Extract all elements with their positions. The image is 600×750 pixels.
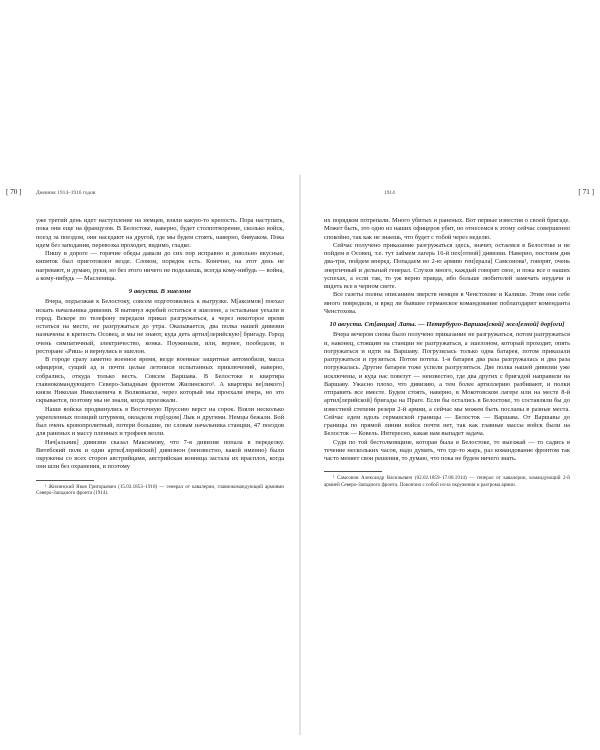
left-page-body — [36, 217, 284, 496]
left-paragraph: Нач[альник] дивизии сказал Максимову, что 7-я дивизия попала в переделку. Витебский полк и один артил[лерийский] дивизион (неизвестно, какой именно) были окружены со всех сторон австрийцами, австрийская конница застала их врасплох, когда они шли без охранения, и поэтому — [36, 438, 284, 471]
right-paragraph: их порядком потрепали. Много убитых и раненых. Вот первые известия о своей бригаде. Может быть, это одно из наших офицеров убит, но отнесемся к этому сейчас совершенно спокойно, так как не знаешь, что будет с тобой через неделю. — [324, 217, 570, 241]
left-footnote: ¹ Жилинский Яков Григорьевич (15.03.1853–1918) — генерал от кавалерии, главнокомандующий армиями Северо-Западного фронта (1914). — [36, 483, 284, 496]
left-page — [6, 188, 300, 496]
right-paragraph: Все газеты полны описанием зверств немцев в Ченстохове и Калише. Этим они себе много повредили, и вряд ли бывшее германское командование поблагодарит коменданта Ченстохова. — [324, 291, 570, 315]
left-paragraph: Вчера, подъезжая к Белостоку, совсем подготовились к выгрузке. М[аксимов] поехал искать начальника дивизии. Я вытянул жребий остаться в эшелоне, а остальные уехали в город. Вскоре по телефону передали приказ разгружаться, а через некоторое время остаться на месте, не разгружаться до утра. Оказывается, два полка нашей дивизии назначены в крепость Осовец, и мы не знают, куда деть артил[лерийскую] бригаду. Город очень симпатичный, электричество, конка. Поужинали, или, вернее, пообедали, в ресторане «Риш» и вернулись в эшелон. — [36, 298, 284, 355]
left-paragraph: Наши войска продвинулись в Восточную Пруссию верст на сорок. Взяли несколько укрепленных позиций штурмом, овладели гор[одом] Лык и другими. Немцы бежали. Бой был очень кровопролитный, потери большие, по словам начальника станции, 47 поездов для раненых и массу пленных и трофеев везли. — [36, 405, 284, 438]
left-running-head: Дневник 1914–1916 годов — [36, 190, 96, 196]
left-footnote-rule — [36, 480, 94, 481]
left-entry-heading: 9 августа. В эшелоне — [128, 288, 192, 295]
right-entry-heading: 10 августа. Ст[анция] Лапы. — Петербурго-Варшав[ской] жел[езной] дор[оги] — [329, 321, 565, 328]
right-paragraph: Сейчас получено приказание разгружаться здесь, значит, остаемся в Белостоке и не пойдем в Осовец, т.е. тут займем лагерь 16-й пех[отной] дивизии. Наверно, постоим дня два-три, пойдем вперед. Попадаем во 2-ю армию ген[ерала] Самсонова¹, говорят, очень энергичный и дельный генерал. Слухов много, каждый говорит свое, и пока все о наших успехах, а если так, то уж верно правда, ибо больше любителей замечать неудачи и видеть все в черном свете. — [324, 241, 570, 290]
book-gutter — [299, 175, 301, 735]
right-page — [300, 188, 594, 488]
left-paragraph: В городе сразу заметно военное время, везде военные защитные автомобили, масса офицеров, сущий ад и почти целые летописи испытанных приключений, наверно, собрались, откуда только весть. Совсем Варшава. В Белостоке и квартира главнокомандующего Северо-Западным фронтом Жилинского¹. А квартира ве[ликого] князя Николая Николаевича в Волковыске, через который мы проехали вчера, но это скрывается, поэтому мы не знали, когда проезжали. — [36, 356, 284, 405]
right-page-header — [300, 188, 594, 200]
right-paragraph: Вчера вечером снова было получено приказание не разгружаться, потом разгружаться и, наконец, стоящим на станции не разгружаться, а эшелоном, который проходит, опять погружаться и идти на Варшаву. Погрузилась только одна батарея, потом приказали разгружаться и грузиться. Потом потеха. 1-я батарея два раза разгружалась и два раза погружалась. Другие батареи тоже успели разгрузиться. Две полка нашей дивизии уже исключены, и куда нас повезут — неизвестно, где два других с бригадой направили на Варшаву. Ужасно плохо, что дивизию, а тем более артиллерию разбивают, и полки отправить все вместе. Будем стоять, наверно, в Мокотовском лагере или на месте 8-й артил[лерийской] бригады на Праге. Если бы остались в Белостоке, то составляли бы до известной степени резерв 2-й армии, а сейчас мы можем быть посланы в разные места. Сейчас едем вдоль германской границы — Белосток — Варшава. От Варшавы до границы по прямой линии войск почти нет, так как главные массы войск были на Белосток — Ковель. Интересно, какая нам выпадет задача. — [324, 331, 570, 438]
right-footnote: ¹ Самсонов Александр Васильевич (02.02.1859–17.08.1914) — генерал от кавалерии, командующий 2-й армией Северо-Западного фронта. Покончил с собой из-за окружения и разгрома армии. — [324, 475, 570, 488]
right-page-body — [324, 217, 570, 488]
left-page-header — [6, 188, 300, 200]
right-running-head: 1914 — [384, 190, 395, 196]
right-paragraph: Судя по той бестолковщине, которая была в Белостоке, то выезжай — то садись в течение нескольких часов, надо думать, что где-то жарь, раз командование фронтом так часто меняет свои решения, то думаю, что пока не будем ничего знать. — [324, 438, 570, 463]
right-page-number: [ 71 ] — [578, 188, 594, 196]
left-paragraph: Пишу в дороге — горячие обеды давали до сих пор исправно и довольно вкусные, кипяток был приготовлен везде. Словом, порядок есть. Конечно, на этот день не нагревают, и думаю, руки, но без этого ничего не поделаешь, всегда кому-нибудь — война, а кому-нибудь — Масленица. — [36, 250, 284, 282]
left-paragraph: уже третий день идет наступление на немцев, взяли какую-то крепость. Пора наступать, пока они еще на французов. В Белостоке, наверно, будет столпотворение, сколько войск, поезд за поездом, они наседают на другой, где мы будем стоять, наверно, бивуаком. Пока идем без заподания, перевозка проходит, видимо, гладко. — [36, 217, 284, 249]
right-footnote-rule — [324, 471, 382, 472]
left-page-number: [ 70 ] — [6, 188, 22, 196]
